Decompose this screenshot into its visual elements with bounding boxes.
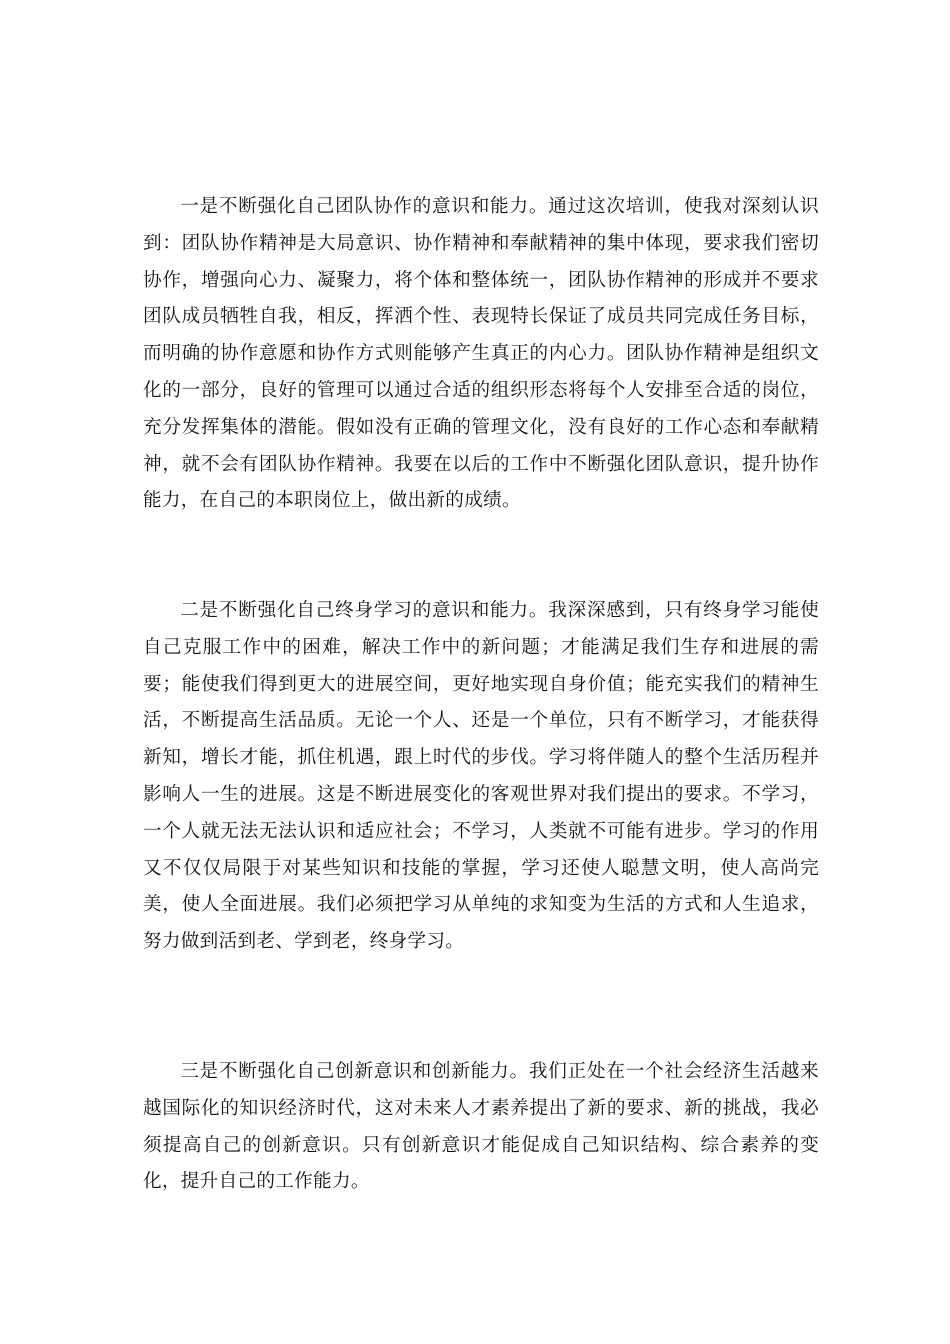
paragraph-innovation: 三是不断强化自己创新意识和创新能力。我们正处在一个社会经济生活越来越国际化的知识经济时代，这对未来人才素养提出了新的要求、新的挑战，我必须提高自己的创新意识。只有创新意识才能促成自己知识结构、综合素养的变化，提升自己的工作能力。 bbox=[143, 1061, 819, 1193]
paragraph-lifelong-learning: 二是不断强化自己终身学习的意识和能力。我深深感到，只有终身学习能使自己克服工作中的困难，解决工作中的新问题；才能满足我们生存和进展的需要；能使我们得到更大的进展空间，更好地实现自身价值；能充实我们的精神生活，不断提高生活品质。无论一个人、还是一个单位，只有不断学习，才能获得新知，增长才能，抓住机遇，跟上时代的步伐。学习将伴随人的整个生活历程并影响人一生的进展。这是不断进展变化的客观世界对我们提出的要求。不学习，一个人就无法无法认识和适应社会；不学习，人类就不可能有进步。学习的作用又不仅仅局限于对某些知识和技能的掌握，学习还使人聪慧文明，使人高尚完美，使人全面进展。我们必须把学习从单纯的求知变为生活的方式和人生追求，努力做到活到老、学到老，终身学习。 bbox=[143, 600, 819, 953]
paragraph-teamwork: 一是不断强化自己团队协作的意识和能力。通过这次培训，使我对深刻认识到：团队协作精神是大局意识、协作精神和奉献精神的集中体现，要求我们密切协作，增强向心力、凝聚力，将个体和整体统一，团队协作精神的形成并不要求团队成员牺牲自我，相反，挥洒个性、表现特长保证了成员共同完成任务目标，而明确的协作意愿和协作方式则能够产生真正的内心力。团队协作精神是组织文化的一部分，良好的管理可以通过合适的组织形态将每个人安排至合适的岗位，充分发挥集体的潜能。假如没有正确的管理文化，没有良好的工作心态和奉献精神，就不会有团队协作精神。我要在以后的工作中不断强化团队意识，提升协作能力，在自己的本职岗位上，做出新的成绩。 bbox=[143, 196, 819, 512]
